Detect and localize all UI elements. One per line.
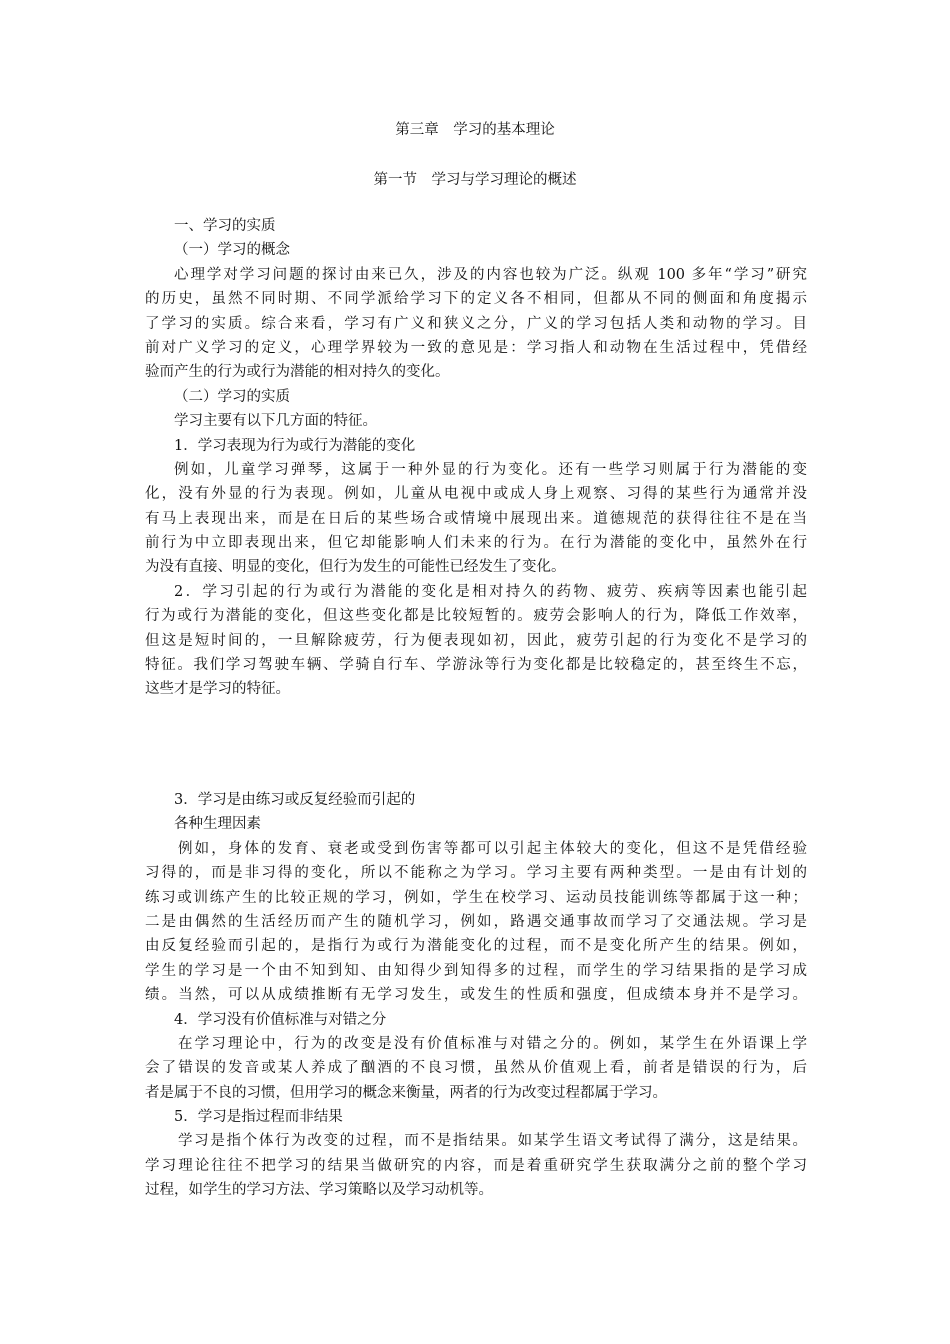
paragraph-line: 者是属于不良的习惯，但用学习的概念来衡量，两者的行为改变过程都属于学习。 [145,1084,667,1101]
paragraph-line: 验而产生的行为或行为潜能的相对持久的变化。 [145,364,450,381]
heading-level-1: 一、学习的实质 [174,218,276,234]
paragraph-line: 了学习的实质。综合来看，学习有广义和狭义之分，广义的学习包括人类和动物的学习。目 [145,315,807,332]
paragraph-line: 2．学习引起的行为或行为潜能的变化是相对持久的药物、疲劳、疾病等因素也能引起 [174,583,807,600]
paragraph-line: 练习或训练产生的比较正规的学习，例如，学生在校学习、运动员技能训练等都属于这一种； [145,889,807,906]
paragraph-line: 学习理论往往不把学习的结果当做研究的内容，而是着重研究学生获取满分之前的整个学习 [145,1157,807,1174]
heading-level-2: （一）学习的概念 [174,242,290,259]
text-block-1 [145,214,807,702]
paragraph-line: 这些才是学习的特征。 [145,681,290,698]
paragraph-line: 的历史，虽然不同时期、不同学派给学习下的定义各不相同，但都从不同的侧面和角度揭示 [145,291,807,308]
paragraph-line: 由反复经验而引起的，是指行为或行为潜能变化的过程，而不是变化所产生的结果。例如， [145,938,807,955]
paragraph-line: 学习主要有以下几方面的特征。 [174,413,377,430]
numbered-heading: 1．学习表现为行为或行为潜能的变化 [174,437,416,454]
paragraph-line: 绩。当然，可以从成绩推断有无学习发生，或发生的性质和强度，但成绩本身并不是学习。 [145,987,807,1004]
paragraph-line: 各种生理因素 [174,816,261,833]
paragraph-line: 例如，儿童学习弹琴，这属于一种外显的行为变化。还有一些学习则属于行为潜能的变 [174,461,807,478]
text-block-2 [145,788,807,1203]
numbered-heading: 3．学习是由练习或反复经验而引起的 [174,792,416,808]
paragraph-line: 例如，身体的发育、衰老或受到伤害等都可以引起主体较大的变化，但这不是凭借经验 [178,840,807,857]
paragraph-line: 化，没有外显的行为表现。例如，儿童从电视中或成人身上观察、习得的某些行为通常并没 [145,486,807,503]
paragraph-line: 习得的，而是非习得的变化，所以不能称之为学习。学习主要有两种类型。一是由有计划的 [145,865,807,882]
paragraph-line: 学生的学习是一个由不知到知、由知得少到知得多的过程，而学生的学习结果指的是学习成 [145,962,807,979]
paragraph-line: 有马上表现出来，而是在日后的某些场合或情境中展现出来。道德规范的获得往往不是在当 [145,510,807,527]
paragraph-line: 会了错误的发音或某人养成了酗酒的不良习惯，虽然从价值观上看，前者是错误的行为，后 [145,1060,807,1077]
paragraph-line: 心理学对学习问题的探讨由来已久，涉及的内容也较为广泛。纵观 100 多年“学习”研究 [174,266,807,283]
paragraph-line: 前对广义学习的定义，心理学界较为一致的意见是：学习指人和动物在生活过程中，凭借经 [145,339,807,356]
paragraph-line: 在学习理论中，行为的改变是没有价值标准与对错之分的。例如，某学生在外语课上学 [178,1035,807,1052]
numbered-heading: 5．学习是指过程而非结果 [174,1109,343,1126]
paragraph-line: 二是由偶然的生活经历而产生的随机学习，例如，路遇交通事故而学习了交通法规。学习是 [145,913,807,930]
paragraph-line: 过程，如学生的学习方法、学习策略以及学习动机等。 [145,1182,493,1199]
paragraph-line: 为没有直接、明显的变化，但行为发生的可能性已经发生了变化。 [145,559,566,576]
chapter-title: 第三章 学习的基本理论 [395,122,555,138]
section-title: 第一节 学习与学习理论的概述 [373,172,577,188]
numbered-heading: 4．学习没有价值标准与对错之分 [174,1011,387,1028]
paragraph-line: 学习是指个体行为改变的过程，而不是指结果。如某学生语文考试得了满分，这是结果。 [178,1133,807,1150]
paragraph-line: 特征。我们学习驾驶车辆、学骑自行车、学游泳等行为变化都是比较稳定的，甚至终生不忘， [145,657,807,674]
paragraph-line: 但这是短时间的，一旦解除疲劳，行为便表现如初，因此，疲劳引起的行为变化不是学习的 [145,632,807,649]
heading-level-2: （二）学习的实质 [174,388,290,405]
paragraph-line: 前行为中立即表现出来，但它却能影响人们未来的行为。在行为潜能的变化中，虽然外在行 [145,535,807,552]
paragraph-line: 行为或行为潜能的变化，但这些变化都是比较短暂的。疲劳会影响人的行为，降低工作效率， [145,608,807,625]
